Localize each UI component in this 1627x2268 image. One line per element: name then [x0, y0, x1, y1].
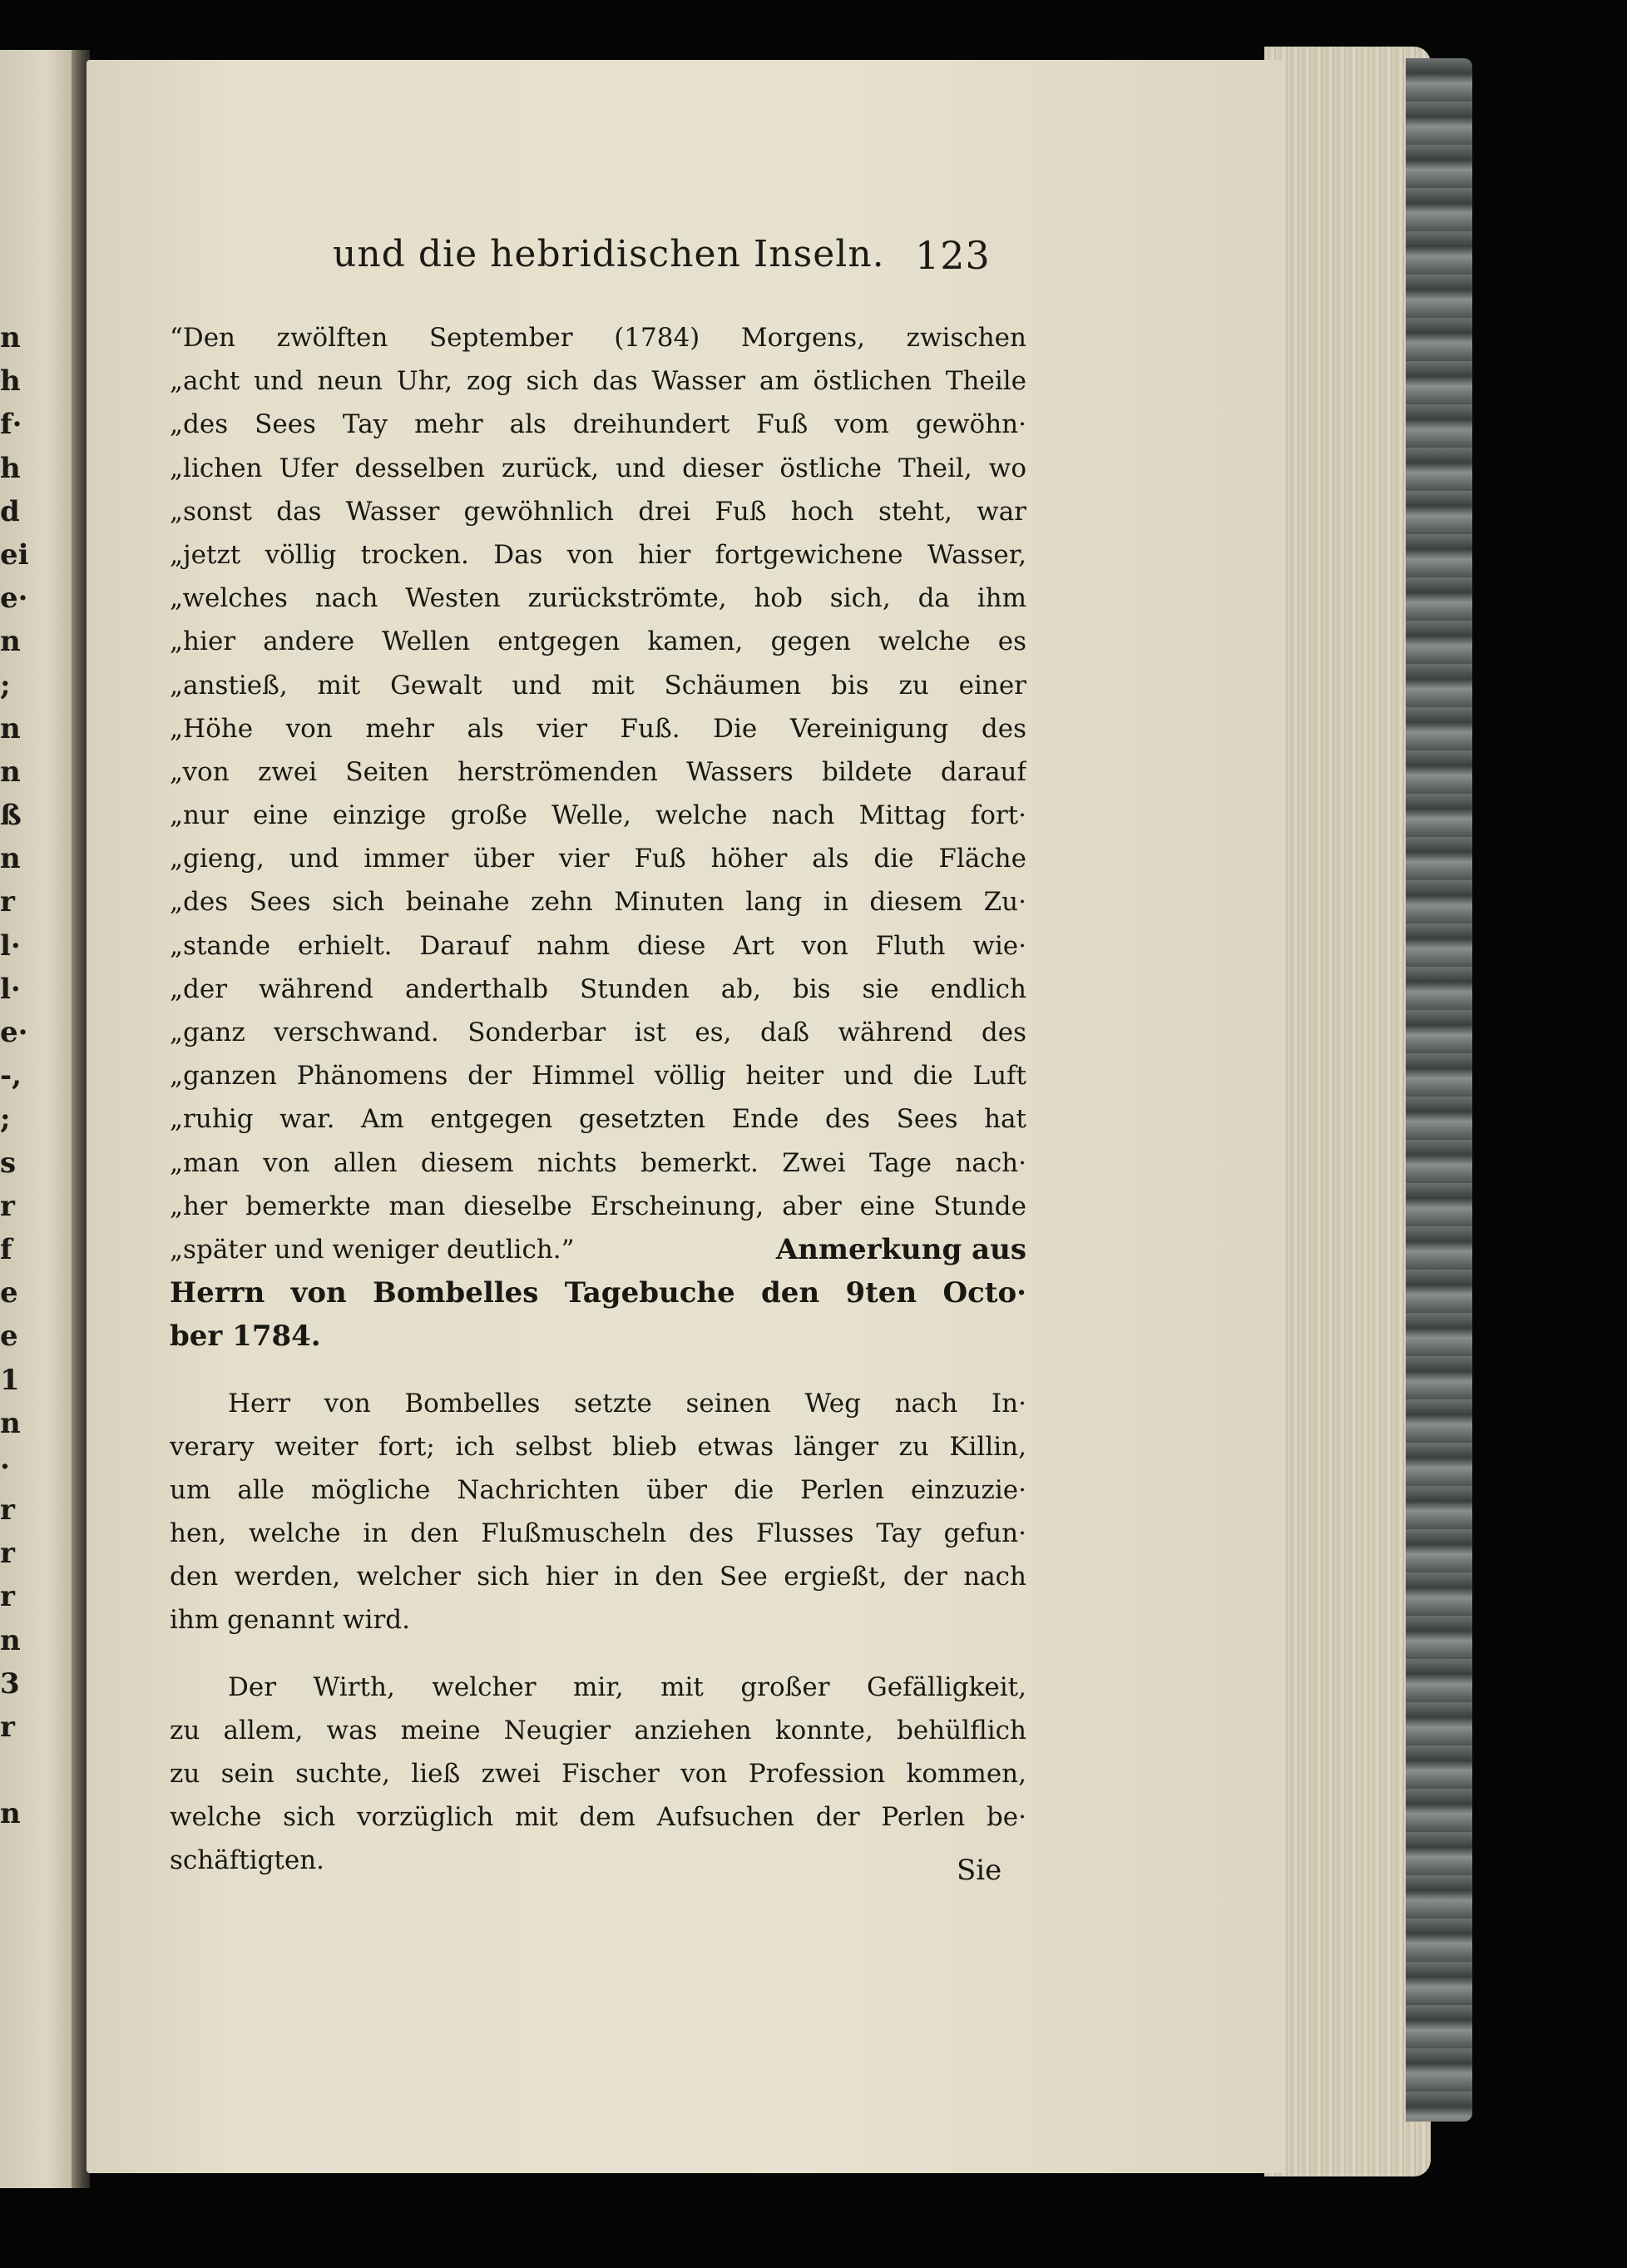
- text-line: „welches nach Westen zurückströmte, hob sich, da ihm: [170, 583, 1026, 614]
- page-number: 123: [915, 233, 991, 278]
- text-line: „hier andere Wellen entgegen kamen, gegen welche es: [170, 626, 1026, 657]
- left-page-fragment: d: [0, 494, 20, 528]
- text-line: den werden, welcher sich hier in den See ergießt, der nach: [170, 1562, 1026, 1592]
- body-text: [170, 316, 1026, 1883]
- paragraph: [170, 1666, 1026, 1883]
- text-line: „der während anderthalb Stunden ab, bis sie endlich: [170, 973, 1026, 1004]
- quote-block: [170, 316, 1026, 1359]
- left-page-fragment: ;: [0, 668, 11, 702]
- left-page-fragment: n: [0, 711, 21, 745]
- text-line: „ruhig war. Am entgegen gesetzten Ende des Sees hat: [170, 1104, 1026, 1135]
- left-page-fragment: l·: [0, 972, 21, 1006]
- text-line: „sonst das Wasser gewöhnlich drei Fuß hoch steht, war: [170, 496, 1026, 527]
- quote-end: „später und weniger deutlich.”: [170, 1234, 575, 1265]
- paragraph: [170, 1382, 1026, 1642]
- left-page-fragment: 3: [0, 1666, 20, 1701]
- text-line: Herr von Bombelles setzte seinen Weg nach In·: [228, 1388, 1026, 1419]
- text-line: „acht und neun Uhr, zog sich das Wasser am östlichen Theile: [170, 366, 1026, 397]
- left-page-fragment: ;: [0, 1102, 11, 1136]
- left-page-fragment: n: [0, 1623, 21, 1657]
- left-page-fragment: ·: [0, 1449, 10, 1483]
- text-line: zu sein suchte, ließ zwei Fischer von Profession kommen,: [170, 1759, 1026, 1789]
- left-page-fragment: n: [0, 321, 21, 354]
- text-line: „jetzt völlig trocken. Das von hier fortgewichene Wasser,: [170, 539, 1026, 570]
- text-line: schäftigten.: [170, 1845, 325, 1876]
- text-line: „gieng, und immer über vier Fuß höher als die Fläche: [170, 844, 1026, 874]
- left-page-fragment: ei: [0, 537, 29, 572]
- left-page-fragment: [0, 1749, 25, 1792]
- left-page-fragment: e·: [0, 1016, 28, 1049]
- text-line: „nur eine einzige große Welle, welche nach Mittag fort·: [170, 800, 1026, 831]
- left-page-fragment: l·: [0, 928, 21, 963]
- text-line: „her bemerkte man dieselbe Erscheinung, aber eine Stunde: [170, 1191, 1026, 1221]
- text-line: „anstieß, mit Gewalt und mit Schäumen bis zu einer: [170, 670, 1026, 701]
- left-page-fragment: s: [0, 1146, 17, 1180]
- annotation-start: Anmerkung aus: [775, 1232, 1026, 1266]
- left-page-fragment: r: [0, 1189, 15, 1223]
- paragraph-gap: [170, 1642, 1026, 1666]
- left-page-fragment: r: [0, 1493, 15, 1528]
- text-line: „man von allen diesem nichts bemerkt. Zwei Tage nach·: [170, 1147, 1026, 1178]
- left-page-fragment: f: [0, 1232, 12, 1266]
- left-page-fragment: ß: [0, 799, 22, 833]
- left-page-fragment: -,: [0, 1059, 22, 1093]
- left-page-fragment: r: [0, 1537, 15, 1571]
- text-line: „lichen Ufer desselben zurück, und dieser östliche Theil, wo: [170, 453, 1026, 483]
- text-line: welche sich vorzüglich mit dem Aufsuchen der Perlen be·: [170, 1802, 1026, 1833]
- running-head: [333, 233, 1015, 291]
- left-page-fragment: n: [0, 625, 21, 659]
- left-page-fragment: h: [0, 364, 21, 399]
- catchword: Sie: [957, 1854, 1002, 1887]
- text-line: „ganz verschwand. Sonderbar ist es, daß während des: [170, 1018, 1026, 1047]
- text-line: ihm genannt wird.: [170, 1605, 410, 1636]
- paragraph-gap: [170, 1359, 1026, 1382]
- left-page-fragment: e·: [0, 582, 28, 616]
- left-page-fragment: r: [0, 885, 15, 919]
- text-line: um alle mögliche Nachrichten über die Perlen einzuzie·: [170, 1474, 1026, 1505]
- left-page-fragment: n: [0, 1406, 21, 1440]
- text-line: “Den zwölften September (1784) Morgens, zwischen: [170, 323, 1026, 353]
- left-page-fragment: h: [0, 451, 21, 485]
- text-line: „stande erhielt. Darauf nahm diese Art von Fluth wie·: [170, 930, 1026, 961]
- left-page-fragment: e: [0, 1320, 18, 1354]
- left-page-fragment: f·: [0, 408, 22, 442]
- text-line: hen, welche in den Flußmuscheln des Flusses Tay gefun·: [170, 1518, 1026, 1549]
- book-cover-edge: [1406, 58, 1472, 2122]
- left-page-fragment: 1: [0, 1363, 20, 1397]
- left-page-fragment: n: [0, 1797, 21, 1831]
- left-page-fragment: r: [0, 1580, 15, 1614]
- annotation-line: Herrn von Bombelles Tagebuche den 9ten Octo·: [170, 1276, 1026, 1310]
- text-line: „ganzen Phänomens der Himmel völlig heiter und die Luft: [170, 1061, 1026, 1092]
- text-line: „des Sees sich beinahe zehn Minuten lang in diesem Zu·: [170, 887, 1026, 918]
- text-line: verary weiter fort; ich selbst blieb etwas länger zu Killin,: [170, 1431, 1026, 1462]
- text-line: „von zwei Seiten herströmenden Wassers bildete darauf: [170, 756, 1026, 787]
- text-line: zu allem, was meine Neugier anziehen konnte, behülflich: [170, 1715, 1026, 1746]
- left-page-fragment: n: [0, 842, 21, 876]
- left-page-text-fragments: [0, 316, 29, 1836]
- left-page-fragment: r: [0, 1711, 15, 1744]
- text-line: „des Sees Tay mehr als dreihundert Fuß vom gewöhn·: [170, 409, 1026, 440]
- left-page-fragment: e: [0, 1276, 18, 1310]
- text-line-with-annotation: [170, 1228, 1026, 1271]
- text-line: „Höhe von mehr als vier Fuß. Die Vereinigung des: [170, 713, 1026, 744]
- text-line: Der Wirth, welcher mir, mit großer Gefälligkeit,: [228, 1671, 1026, 1702]
- annotation-line: ber 1784.: [170, 1320, 321, 1354]
- running-title: und die hebridischen Inseln.: [333, 233, 885, 275]
- left-page-fragment: n: [0, 755, 21, 789]
